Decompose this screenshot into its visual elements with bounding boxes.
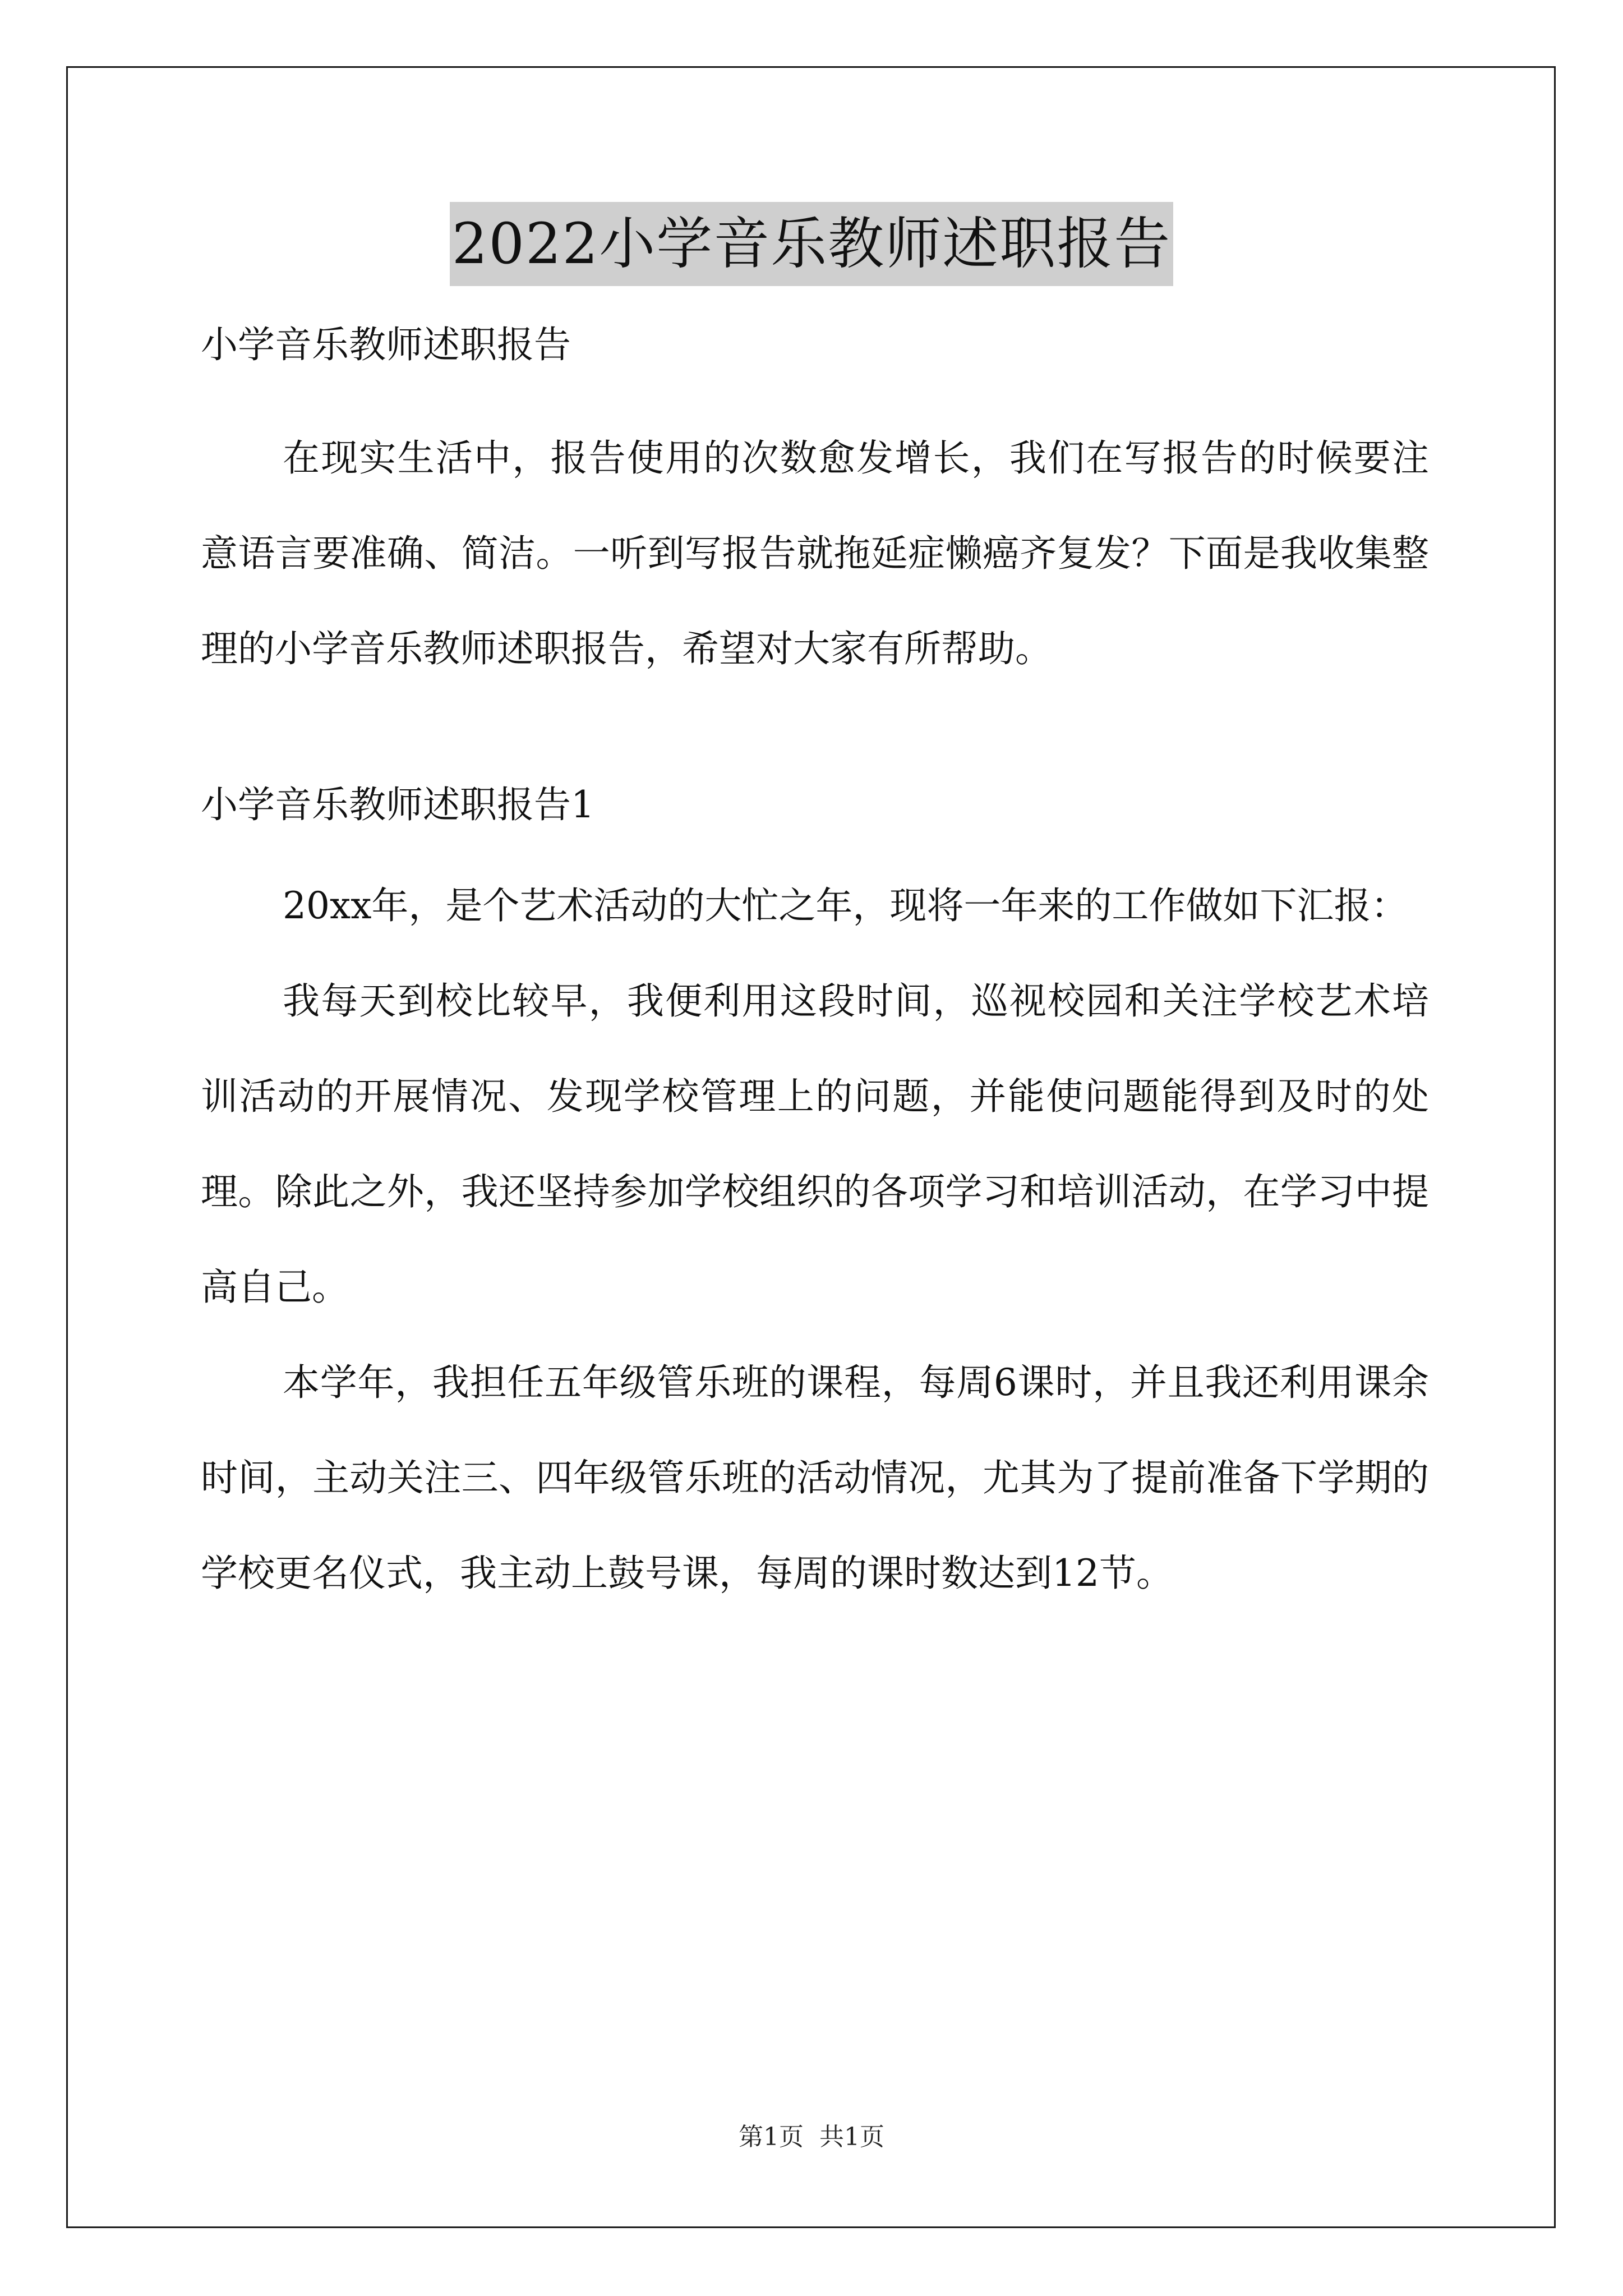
document-subtitle: 小学音乐教师述职报告 [201, 323, 571, 366]
page-number-current: 第1页 [739, 2123, 804, 2151]
document-body [201, 314, 1429, 1621]
body-paragraph-2: 我每天到校比较早，我便利用这段时间，巡视校园和关注学校艺术培训活动的开展情况、发现学校管理上的问题，并能使问题能得到及时的处理。除此之外，我还坚持参加学校组织的各项学习和培训活动，在学习中提高自己。 [201, 979, 1429, 1309]
body-paragraph-3: 本学年，我担任五年级管乐班的课程，每周6课时，并且我还利用课余时间，主动关注三、四年级管乐班的活动情况，尤其为了提前准备下学期的学校更名仪式，我主动上鼓号课，每周的课时数达到12节。 [201, 1361, 1429, 1595]
body-paragraph-1: 20xx年，是个艺术活动的大忙之年，现将一年来的工作做如下汇报： [283, 884, 1408, 927]
page-number-total: 共1页 [819, 2123, 884, 2151]
intro-paragraph: 在现实生活中，报告使用的次数愈发增长，我们在写报告的时候要注意语言要准确、简洁。一听到写报告就拖延症懒癌齐复发？下面是我收集整理的小学音乐教师述职报告，希望对大家有所帮助。 [201, 436, 1429, 670]
section-heading: 小学音乐教师述职报告1 [201, 783, 594, 826]
page-footer [0, 2120, 1623, 2154]
title-container [0, 202, 1623, 286]
document-title: 2022小学音乐教师述职报告 [450, 202, 1174, 286]
